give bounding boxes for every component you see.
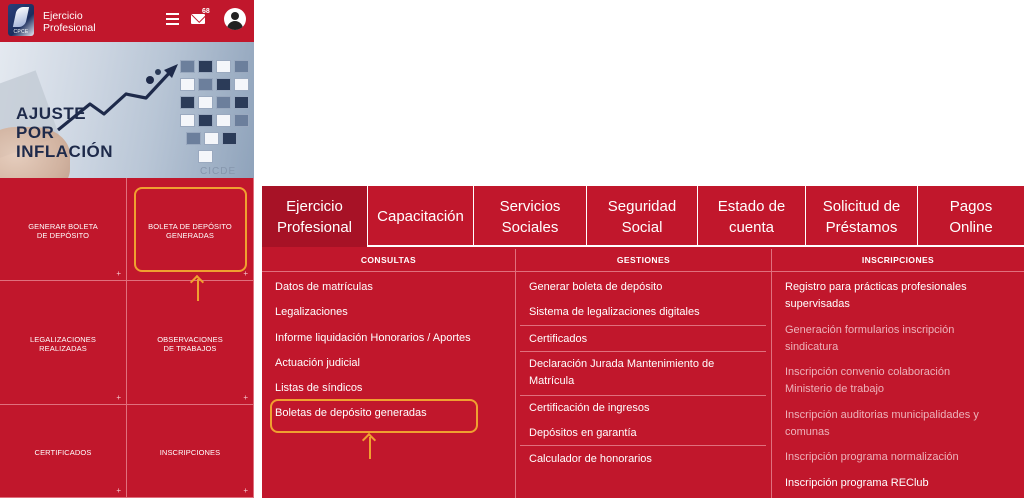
column-gestiones	[516, 249, 772, 498]
menu-item-sistema-legalizaciones[interactable]: Sistema de legalizaciones digitales	[529, 306, 700, 318]
tile-observaciones[interactable]	[127, 281, 254, 405]
column-header-consultas: CONSULTAS	[262, 249, 515, 272]
arrow-up-icon	[369, 437, 371, 459]
menu-item-declaracion-jurada-cont[interactable]: Matrícula	[529, 375, 575, 387]
tab-seguridad-social[interactable]	[587, 186, 698, 247]
tab-capacitacion[interactable]	[368, 186, 474, 247]
menu-item-depositos-garantia[interactable]: Depósitos en garantía	[529, 427, 637, 439]
tile-legalizaciones[interactable]	[0, 281, 127, 405]
menu-item-certificacion-ingresos[interactable]: Certificación de ingresos	[529, 402, 650, 414]
menu-item-programa-reclub[interactable]: Inscripción programa REClub	[785, 477, 929, 489]
plus-icon: +	[243, 393, 248, 402]
tile-generar-boleta[interactable]	[0, 178, 127, 281]
tile-label-line1: LEGALIZACIONES	[29, 335, 96, 344]
menu-item-registro-practicas[interactable]: Registro para prácticas profesionales	[785, 281, 967, 293]
tab-label-line2: Préstamos	[825, 218, 898, 236]
banner-text-line3: INFLACIÓN	[16, 142, 114, 161]
tab-ejercicio-profesional[interactable]	[262, 186, 368, 247]
menu-item-calculador-honorarios[interactable]: Calculador de honorarios	[529, 453, 652, 465]
tile-label-line1: GENERAR BOLETA	[28, 222, 98, 231]
column-header-gestiones: GESTIONES	[516, 249, 771, 272]
tile-label-line2: DE TRABAJOS	[163, 344, 217, 353]
tab-label-line1: Servicios	[499, 197, 561, 215]
divider	[520, 351, 766, 352]
app-title-line1: Ejercicio	[43, 10, 83, 22]
menu-item-declaracion-jurada[interactable]: Declaración Jurada Mantenimiento de	[529, 358, 715, 370]
mobile-view	[0, 0, 254, 498]
mail-count-badge: 68	[202, 8, 210, 15]
logo-mark-icon	[13, 7, 29, 27]
mobile-header	[0, 0, 254, 42]
menu-item-convenio-colaboracion-cont[interactable]: Ministerio de trabajo	[785, 383, 885, 395]
plus-icon: +	[243, 486, 248, 495]
tab-label-line2: Social	[621, 218, 663, 236]
menu-item-listas-sindicos[interactable]: Listas de síndicos	[275, 382, 363, 394]
tab-servicios-sociales[interactable]	[474, 186, 587, 247]
divider	[520, 445, 766, 446]
divider	[520, 325, 766, 326]
menu-item-auditorias-municipalidades[interactable]: Inscripción auditorias municipalidades y	[785, 409, 979, 421]
tab-label-line1: Ejercicio	[286, 197, 343, 215]
tab-estado-de-cuenta[interactable]	[698, 186, 806, 247]
tile-label-line1: BOLETA DE DEPÓSITO	[148, 222, 232, 231]
menu-item-informe-liquidacion[interactable]: Informe liquidación Honorarios / Aportes	[275, 332, 471, 344]
menu-item-programa-normalizacion[interactable]: Inscripción programa normalización	[785, 451, 959, 463]
tile-label-line2: GENERADAS	[166, 231, 214, 240]
tab-label-line2: Sociales	[501, 218, 559, 236]
tab-pagos-online[interactable]	[918, 186, 1024, 247]
tile-label-line2: DE DEPÓSITO	[36, 231, 90, 240]
menu-item-boletas-generadas[interactable]: Boletas de depósito generadas	[275, 407, 427, 419]
column-header-inscripciones: INSCRIPCIONES	[772, 249, 1024, 272]
divider	[520, 395, 766, 396]
menu-item-auditorias-municipalidades-cont[interactable]: comunas	[785, 426, 830, 438]
tab-label-line2: cuenta	[728, 218, 775, 236]
menu-item-datos-matriculas[interactable]: Datos de matrículas	[275, 281, 373, 293]
column-consultas	[262, 249, 516, 498]
arrow-up-icon	[197, 279, 199, 301]
plus-icon: +	[243, 269, 248, 278]
app-title-line2: Profesional	[43, 22, 96, 34]
menu-item-registro-practicas-cont[interactable]: supervisadas	[785, 298, 850, 310]
banner-text-line2: POR	[16, 123, 55, 142]
tab-label-line2: Profesional	[276, 218, 353, 236]
menu-item-generacion-formularios-cont[interactable]: sindicatura	[785, 341, 839, 353]
tab-label-line1: Estado de	[717, 197, 786, 215]
menu-item-generacion-formularios[interactable]: Generación formularios inscripción	[785, 324, 955, 336]
tab-label-line1: Seguridad	[607, 197, 677, 215]
plus-icon: +	[116, 393, 121, 402]
tab-label-line1: Pagos	[949, 197, 993, 215]
app-title	[43, 10, 123, 34]
menu-item-certificados[interactable]: Certificados	[529, 333, 588, 345]
plus-icon: +	[116, 269, 121, 278]
highlight-box	[134, 187, 247, 272]
tile-inscripciones[interactable]	[127, 405, 254, 498]
cpce-logo[interactable]	[8, 4, 34, 36]
logo-text: CPCE	[13, 29, 29, 35]
tab-label-line1: Capacitación	[377, 208, 464, 225]
menu-item-convenio-colaboracion[interactable]: Inscripción convenio colaboración	[785, 366, 951, 378]
tile-label-line1: INSCRIPCIONES	[159, 448, 221, 457]
tile-label-line1: CERTIFICADOS	[34, 448, 92, 457]
tile-label-line2: REALIZADAS	[39, 344, 87, 353]
plus-icon: +	[116, 486, 121, 495]
main-nav-tabs	[262, 186, 1024, 247]
desktop-mega-menu	[262, 186, 1024, 498]
menu-item-generar-boleta[interactable]: Generar boleta de depósito	[529, 281, 663, 293]
banner-watermark: CICDE	[200, 166, 237, 177]
tile-certificados[interactable]	[0, 405, 127, 498]
hamburger-menu-icon[interactable]	[166, 13, 179, 25]
tile-label-line1: OBSERVACIONES	[157, 335, 223, 344]
promo-banner[interactable]	[0, 42, 254, 178]
banner-text-line1: AJUSTE	[16, 104, 87, 123]
highlight-box	[270, 399, 478, 433]
tab-solicitud-de-prestamos[interactable]	[806, 186, 918, 247]
menu-item-legalizaciones[interactable]: Legalizaciones	[275, 306, 348, 318]
column-inscripciones	[772, 249, 1024, 498]
menu-item-actuacion-judicial[interactable]: Actuación judicial	[275, 357, 360, 369]
mega-menu-columns	[262, 249, 1024, 498]
tab-label-line1: Solicitud de	[822, 197, 901, 215]
dashboard-grid-graphic	[178, 60, 250, 178]
user-avatar-icon[interactable]	[224, 8, 246, 30]
tab-label-line2: Online	[949, 218, 993, 236]
